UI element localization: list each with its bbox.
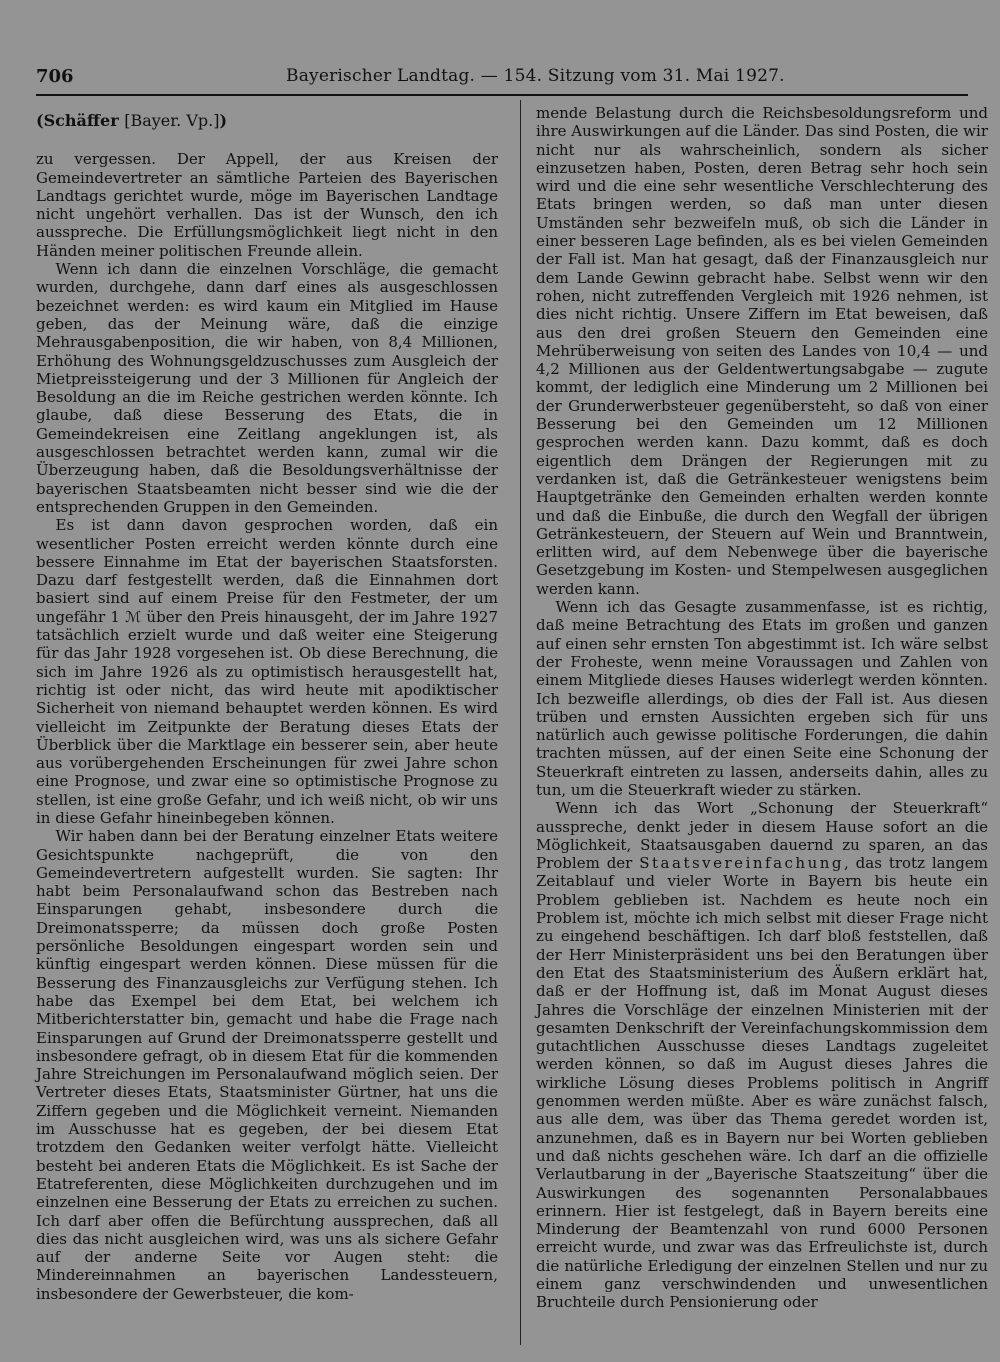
speaker-party: [Bayer. Vp.] — [124, 111, 220, 130]
paragraph-text: , das trotz langem Zeitablauf und vieler Worte in Bayern bis heute ein Problem geblieben ist. Nachdem es heute noch ein Problem ist, möchte ich mich selbst mit dieser Frage nicht zu eingehend beschäftigen. Ich darf bloß feststellen, daß der Herr Ministerpräsident uns bei den Beratungen über den Etat des Staatsministerium des Äußern erklärt hat, daß er der Hoffnung ist, daß im Monat August dieses Jahres die Vorschläge der einzelnen Ministerien mit der gesamten Denkschrift der Vereinfachungskommission dem gutachtlichen Ausschusse dieses Landtags zugeleitet werden können, so daß im August dieses Jahres die wirkliche Lösung dieses Problems politisch in Angriff genommen werden müßte. Aber es wäre zunächst falsch, aus alle dem, was über das Thema geredet worden ist, anzunehmen, daß es in Bayern nur bei Worten geblieben und daß nichts geschehen wäre. Ich darf an die offizielle Verlautbarung in der „Bayerische Staatszeitung“ über die Auswirkungen des sogenannten Personalabbaues erinnern. Hier ist festgelegt, daß in Bayern bereits eine Minderung der Beamtenzahl von rund 6000 Personen erreicht wurde, und zwar was das Erfreulichste ist, durch die natürliche Erledigung der einzelnen Stellen und nur zu einem ganz verschwindenden und unwesentlichen Bruchteile durch Pensionierung oder — [536, 854, 988, 1312]
running-head: Bayerischer Landtag. — 154. Sitzung vom 31. Mai 1927. — [286, 66, 785, 86]
left-column — [36, 104, 498, 1303]
paragraph — [536, 799, 988, 1311]
right-column — [536, 104, 988, 1312]
page-number: 706 — [36, 66, 74, 87]
page-header — [36, 62, 966, 96]
paragraph: mende Belastung durch die Reichsbesoldungsreform und ihre Auswirkungen auf die Länder. Das sind Posten, die wir nicht nur als wahrscheinlich, sondern als sicher einzusetzen haben, Posten, deren Betrag sehr hoch sein wird und die eine sehr wesentliche Verschlechterung des Etats bringen werden, so daß man unter diesen Umständen sehr bezweifeln muß, ob sich die Länder in einer besseren Lage befinden, als es bei vielen Gemeinden der Fall ist. Man hat gesagt, daß der Finanzausgleich nur dem Lande Gewinn gebracht habe. Selbst wenn wir den rohen, nicht zutreffenden Vergleich mit 1926 nehmen, ist dies nicht richtig. Unsere Ziffern im Etat beweisen, daß aus den drei großen Steuern den Gemeinden eine Mehrüberweisung von seiten des Landes von 10,4 — und 4,2 Millionen aus der Geldentwertungsabgabe — zugute kommt, der lediglich eine Minderung um 2 Millionen bei der Grunderwerbsteuer gegenübersteht, so daß von einer Besserung bei den Gemeinden um 12 Millionen gesprochen werden kann. Dazu kommt, daß es doch eigentlich dem Drängen der Regierungen mit zu verdanken ist, daß die Getränkesteuer wenigstens beim Hauptgetränke den Gemeinden erhalten werden konnte und daß die Einbuße, die durch den Wegfall der übrigen Getränkesteuern, der Steuern auf Wein und Branntwein, erlitten wird, auf dem Nebenwege über die bayerische Gesetzgebung im Kosten- und Stempelwesen ausgeglichen werden kann. — [536, 104, 988, 598]
paragraph: Wenn ich das Gesagte zusammenfasse, ist es richtig, daß meine Betrachtung des Etats im großen und ganzen auf einen sehr ernsten Ton abgestimmt ist. Ich wäre selbst der Froheste, wenn meine Voraussagen und Zahlen von einem Mitgliede dieses Hauses widerlegt werden könnten. Ich bezweifle allerdings, ob dies der Fall ist. Aus diesen trüben und ernsten Aussichten ergeben sich für uns natürlich auch gewisse politische Forderungen, die dahin trachten müssen, auf der einen Seite eine Schonung der Steuerkraft eintreten zu lassen, anderseits dahin, alles zu tun, um die Steuerkraft wieder zu stärken. — [536, 598, 988, 799]
paragraph: Wenn ich dann die einzelnen Vorschläge, die gemacht wurden, durchgehe, dann darf eines als ausgeschlossen bezeichnet werden: es wird kaum ein Mitglied im Hause geben, das der Meinung wäre, daß die einzige Mehrausgabenposition, die wir haben, von 8,4 Millionen, Erhöhung des Wohnungsgeldzuschusses zum Ausgleich der Mietpreissteigerung und der 3 Millionen für Angleich der Besoldung an die im Reiche gestrichen werden könnte. Ich glaube, daß diese Besserung des Etats, die in Gemeindekreisen eine Zeitlang angeklungen ist, als ausgeschlossen betrachtet werden kann, zumal wir die Überzeugung haben, daß die Besoldungsverhältnisse der bayerischen Staatsbeamten nicht besser sind wie die der entsprechenden Gruppen in den Gemeinden. — [36, 260, 498, 516]
paragraph: zu vergessen. Der Appell, der aus Kreisen der Gemeindevertreter an sämtliche Parteien des Bayerischen Landtags gerichtet wurde, möge im Bayerischen Landtage nicht ungehört verhallen. Das ist der Wunsch, den ich ausspreche. Die Erfüllungsmöglichkeit liegt nicht in den Händen meiner politischen Freunde allein. — [36, 150, 498, 260]
emphasized-term: Staatsvereinfachung — [639, 854, 845, 873]
header-rule — [36, 94, 968, 96]
paragraph-text: Wenn ich das Wort „Schonung der Steuerkraft“ ausspreche, denkt jeder in diesem Hause sofort an die Möglichkeit, Staatsausgaben dauernd zu sparen, an das Problem der — [536, 799, 988, 873]
paragraph: Wir haben dann bei der Beratung einzelner Etats weitere Gesichtspunkte nachgeprüft, die von den Gemeindevertretern aufgestellt wurden. Sie sagten: Ihr habt beim Personalaufwand schon das Bestreben nach Einsparungen gehabt, insbesondere durch die Dreimonatssperre; da müssen doch große Posten persönliche Besoldungen eingespart worden sein und künftig eingespart werden können. Diese müssen für die Besserung des Finanzausgleichs zur Verfügung stehen. Ich habe das Exempel bei dem Etat, bei welchem ich Mitberichterstatter bin, gemacht und habe die Frage nach Einsparungen auf Grund der Dreimonatssperre gestellt und insbesondere gefragt, ob in diesem Etat für die kommenden Jahre Streichungen im Personalaufwand möglich seien. Der Vertreter dieses Etats, Staatsminister Gürtner, hat uns die Ziffern gegeben und die Möglichkeit verneint. Niemanden im Ausschusse hat es gegeben, der bei diesem Etat trotzdem den Gedanken weiter verfolgt hätte. Vielleicht besteht bei anderen Etats die Möglichkeit. Es ist Sache der Etatreferenten, diese Möglichkeiten durchzugehen und im einzelnen eine Besserung der Etats zu erreichen zu suchen. Ich darf aber offen die Befürchtung aussprechen, daß all dies das nicht ausgleichen wird, was uns als sichere Gefahr auf der anderne Seite vor Augen steht: die Mindereinnahmen an bayerischen Landessteuern, insbesondere der Gewerbsteuer, die kom- — [36, 827, 498, 1303]
column-divider — [520, 100, 521, 1345]
speaker-heading: (Schäffer [Bayer. Vp.]) — [36, 111, 228, 130]
paragraph: Es ist dann davon gesprochen worden, daß ein wesentlicher Posten erreicht werden könnte durch eine bessere Einnahme im Etat der bayerischen Staatsforsten. Dazu darf festgestellt werden, daß die Einnahmen dort basiert sind auf einem Preise für den Festmeter, der um ungefähr 1 ℳ über den Preis hinausgeht, der im Jahre 1927 tatsächlich erzielt wurde und daß weiter eine Steigerung für das Jahr 1928 vorgesehen ist. Ob diese Berechnung, die sich im Jahre 1926 als zu optimistisch herausgestellt hat, richtig ist oder nicht, das wird heute mit apodiktischer Sicherheit von niemand behauptet werden können. Es wird vielleicht im Zeitpunkte der Beratung dieses Etats der Überblick über die Marktlage ein besserer sein, aber heute aus vorübergehenden Erscheinungen für zwei Jahre schon eine Prognose, und zwar eine so optimistische Prognose zu stellen, ist eine große Gefahr, und ich weiß nicht, ob wir uns in diese Gefahr hineinbegeben können. — [36, 516, 498, 827]
speaker-name: Schäffer — [43, 111, 119, 130]
